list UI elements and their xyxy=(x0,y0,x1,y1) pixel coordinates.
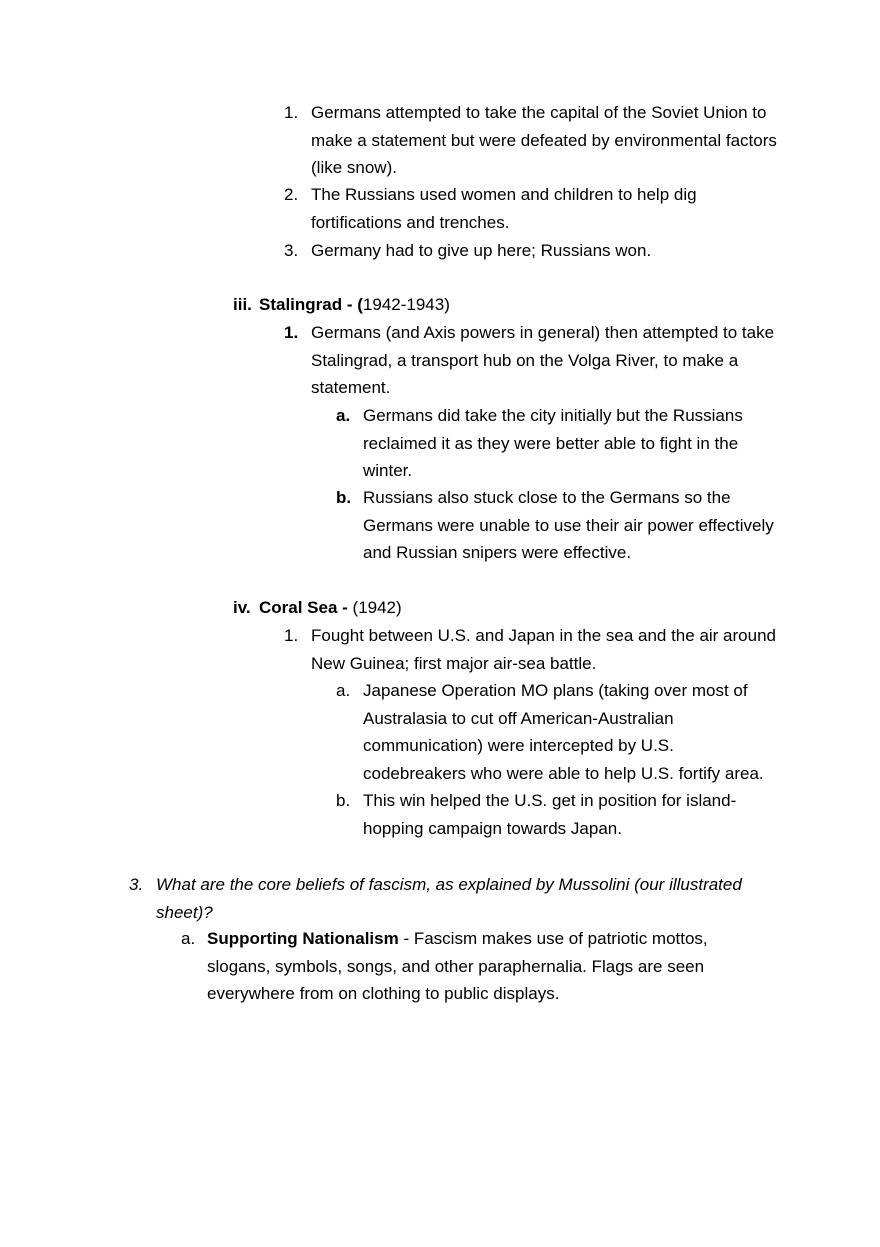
list-marker: 1. xyxy=(284,323,299,342)
list-item xyxy=(284,622,781,677)
list-item-text: This win helped the U.S. get in position for island-hopping campaign towards Japan. xyxy=(363,791,737,838)
list-item xyxy=(336,402,778,485)
list-item xyxy=(284,181,781,236)
question-number: 3. xyxy=(129,875,144,894)
list-marker: 3. xyxy=(284,241,299,260)
list-marker: a. xyxy=(181,929,196,948)
list-item xyxy=(336,677,778,787)
question-text: What are the core beliefs of fascism, as explained by Mussolini (our illustrated sheet)? xyxy=(156,875,742,922)
answer-text: - Fascism makes use of patriotic mottos, slogans, symbols, songs, and other paraphernalia. Flags are seen everywhere from on clothing to public displays. xyxy=(207,929,708,1003)
list-item-text: Germans (and Axis powers in general) then attempted to take Stalingrad, a transport hub on the Volga River, to make a statement. xyxy=(311,323,775,397)
list-item xyxy=(284,237,781,265)
list-marker: a. xyxy=(336,681,351,700)
list-marker: b. xyxy=(336,488,352,507)
roman-marker: iv. xyxy=(233,598,251,617)
answer-item xyxy=(181,925,747,1008)
answer-heading: Supporting Nationalism xyxy=(207,929,399,948)
list-item-text: Germany had to give up here; Russians won. xyxy=(311,241,652,260)
list-item-text: The Russians used women and children to help dig fortifications and trenches. xyxy=(311,185,697,232)
roman-marker: iii. xyxy=(233,295,252,314)
list-item-text: Germans attempted to take the capital of the Soviet Union to make a statement but were defeated by environmental factors (like snow). xyxy=(311,103,777,177)
heading-dates: 1942-1943) xyxy=(362,295,450,314)
list-item-text: Germans did take the city initially but the Russians reclaimed it as they were better able to fight in the winter. xyxy=(363,406,743,480)
heading-dates: (1942) xyxy=(347,598,402,617)
list-item xyxy=(336,484,778,567)
coral-sea-heading xyxy=(233,594,779,622)
heading-title: Coral Sea - xyxy=(259,598,348,617)
list-item xyxy=(336,787,778,842)
list-marker: a. xyxy=(336,406,351,425)
list-marker: 2. xyxy=(284,185,299,204)
stalingrad-heading xyxy=(233,291,779,319)
list-item-text: Fought between U.S. and Japan in the sea and the air around New Guinea; first major air-sea battle. xyxy=(311,626,776,673)
list-marker: 1. xyxy=(284,103,299,122)
list-item-text: Russians also stuck close to the Germans so the Germans were unable to use their air power effectively and Russian snipers were effective. xyxy=(363,488,774,562)
question-3 xyxy=(129,871,766,926)
list-item xyxy=(284,319,781,402)
heading-title: Stalingrad - ( xyxy=(259,295,363,314)
list-marker: b. xyxy=(336,791,351,810)
list-item-text: Japanese Operation MO plans (taking over most of Australasia to cut off American-Australian communication) were intercepted by U.S. codebreakers who were able to help U.S. fortify area. xyxy=(363,681,764,783)
list-marker: 1. xyxy=(284,626,299,645)
list-item xyxy=(284,99,781,182)
